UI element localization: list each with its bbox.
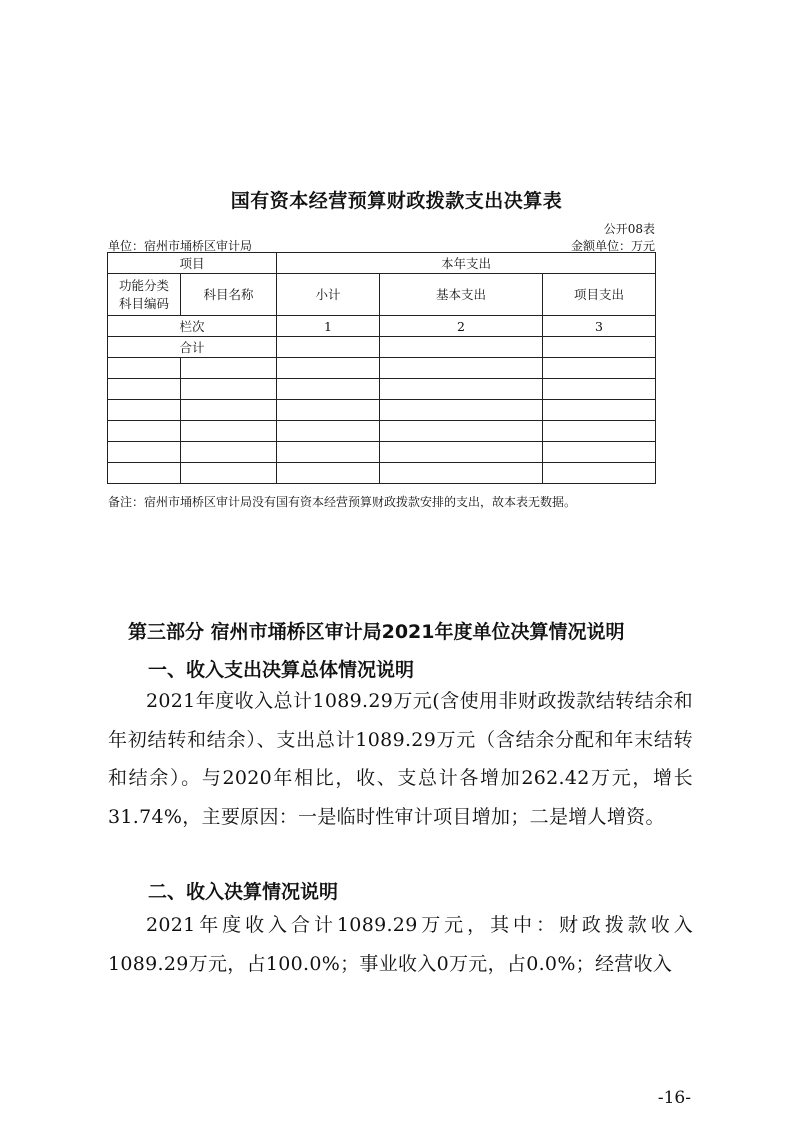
header-item: 项目 bbox=[108, 253, 277, 274]
page-number: -16- bbox=[657, 1088, 691, 1108]
paragraph-income: 2021年度收入合计1089.29万元，其中：财政拨款收入1089.29万元，占100.0%；事业收入0万元，占0.0%；经营收入 bbox=[108, 914, 693, 975]
lanci-2: 2 bbox=[380, 316, 543, 337]
table-row bbox=[108, 379, 656, 400]
paragraph-overview: 2021年度收入总计1089.29万元(含使用非财政拨款结转结余和年初结转和结余）、支出总计1089.29万元（含结余分配和年末结转和结余）。与2020年相比，收、支总计各增加262.42万元，增长31.74%，主要原因：一是临时性审计项目增加；二是增人增资。 bbox=[108, 690, 693, 828]
col-subtotal: 小计 bbox=[277, 274, 380, 316]
header-year-expense: 本年支出 bbox=[277, 253, 656, 274]
table-note: 备注：宿州市埇桥区审计局没有国有资本经营预算财政拨款安排的支出，故本表无数据。 bbox=[108, 495, 577, 509]
budget-table bbox=[107, 252, 656, 484]
heading-income: 二、收入决算情况说明 bbox=[148, 881, 339, 903]
table-cell bbox=[277, 337, 380, 358]
lanci-1: 1 bbox=[277, 316, 380, 337]
table-row bbox=[108, 442, 656, 463]
part-heading: 第三部分 宿州市埇桥区审计局2021年度单位决算情况说明 bbox=[128, 621, 625, 643]
table-row bbox=[108, 421, 656, 442]
table-row bbox=[108, 400, 656, 421]
row-total: 合计 bbox=[108, 337, 277, 358]
table-row bbox=[108, 358, 656, 379]
col-func-code: 功能分类 科目编码 bbox=[108, 274, 181, 316]
col-project: 项目支出 bbox=[543, 274, 656, 316]
form-code: 公开08表 bbox=[603, 222, 655, 236]
lanci-3: 3 bbox=[543, 316, 656, 337]
row-lanci: 栏次 bbox=[108, 316, 277, 337]
col-subject-name: 科目名称 bbox=[181, 274, 277, 316]
table-cell bbox=[380, 337, 543, 358]
heading-overview: 一、收入支出决算总体情况说明 bbox=[148, 659, 415, 681]
table-title: 国有资本经营预算财政拨款支出决算表 bbox=[230, 190, 563, 212]
table-cell bbox=[543, 337, 656, 358]
unit-label: 单位：宿州市埇桥区审计局 bbox=[108, 239, 253, 253]
amount-unit-label: 金额单位：万元 bbox=[570, 239, 655, 253]
col-basic: 基本支出 bbox=[380, 274, 543, 316]
table-row bbox=[108, 463, 656, 484]
